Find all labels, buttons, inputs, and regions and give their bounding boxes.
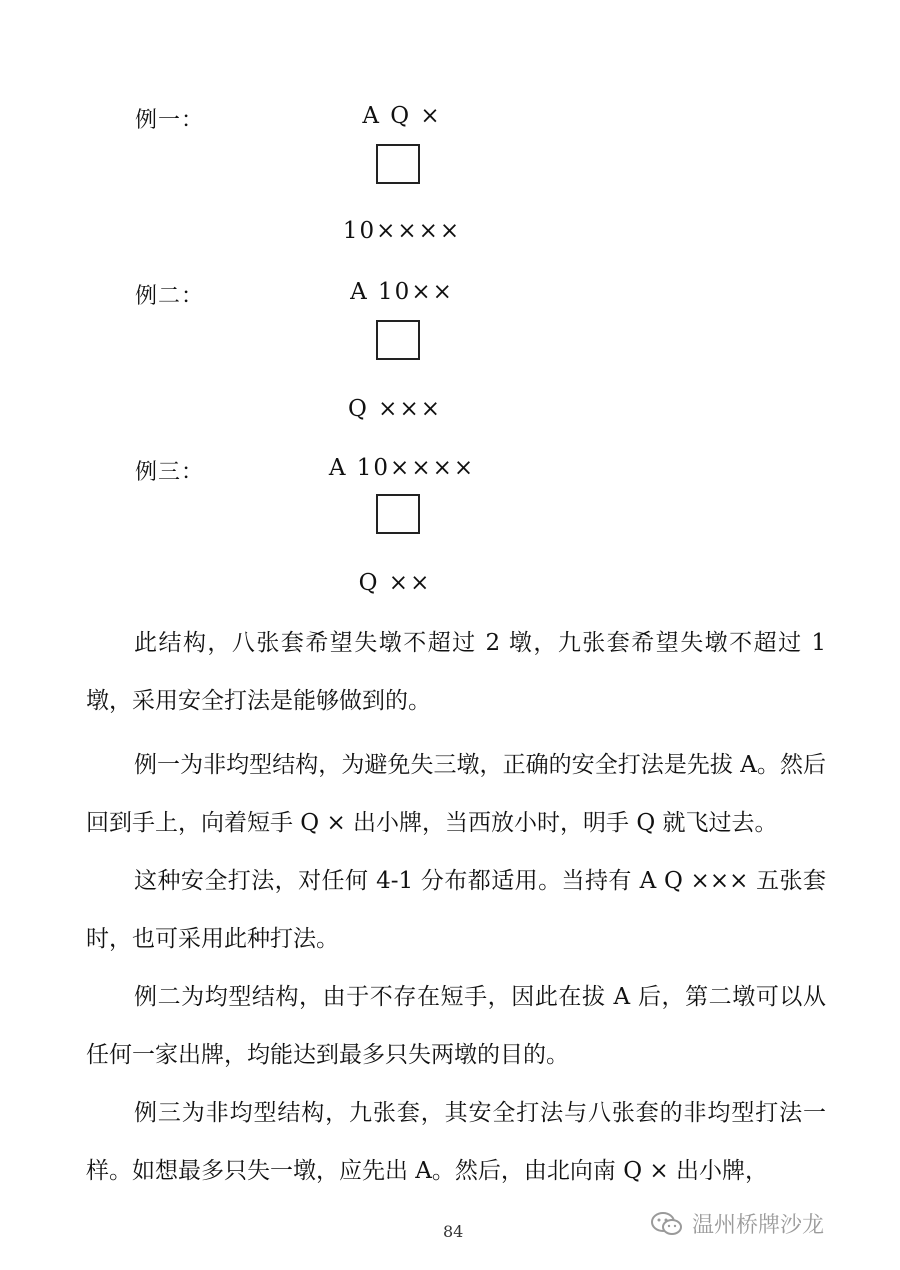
example-2-table-box <box>376 320 420 360</box>
watermark <box>650 1208 824 1239</box>
example-3-south-hand: Q ×× <box>358 570 432 596</box>
example-3-label: 例三： <box>135 460 205 485</box>
wechat-icon <box>650 1211 684 1237</box>
paragraph-1: 此结构，八张套希望失墩不超过 2 墩，九张套希望失墩不超过 1 墩，采用安全打法是能够做到的。 <box>86 630 826 714</box>
example-1-south-hand: 10×××× <box>342 218 462 244</box>
page-number: 84 <box>443 1222 464 1241</box>
paragraph-3: 这种安全打法，对任何 4-1 分布都适用。当持有 A Q ××× 五张套时，也可采用此种打法。 <box>86 868 826 952</box>
example-1-north-hand: A Q × <box>362 103 442 129</box>
paragraph-2: 例一为非均型结构，为避免失三墩，正确的安全打法是先拔 A。然后回到手上，向着短手 Q × 出小牌，当西放小时，明手 Q 就飞过去。 <box>86 752 826 836</box>
example-2-north-hand: A 10×× <box>350 279 454 305</box>
example-1-table-box <box>376 144 420 184</box>
watermark-text: 温州桥牌沙龙 <box>692 1213 825 1238</box>
paragraph-4: 例二为均型结构，由于不存在短手，因此在拔 A 后，第二墩可以从任何一家出牌，均能达到最多只失两墩的目的。 <box>86 984 826 1068</box>
example-2-label: 例二： <box>135 284 205 309</box>
example-3-table-box <box>376 494 420 534</box>
example-2-south-hand: Q ××× <box>348 396 442 422</box>
example-1-label: 例一： <box>135 108 205 133</box>
paragraph-5: 例三为非均型结构，九张套，其安全打法与八张套的非均型打法一样。如想最多只失一墩，应先出 A。然后，由北向南 Q × 出小牌， <box>86 1100 826 1184</box>
example-3-north-hand: A 10×××× <box>328 455 476 481</box>
